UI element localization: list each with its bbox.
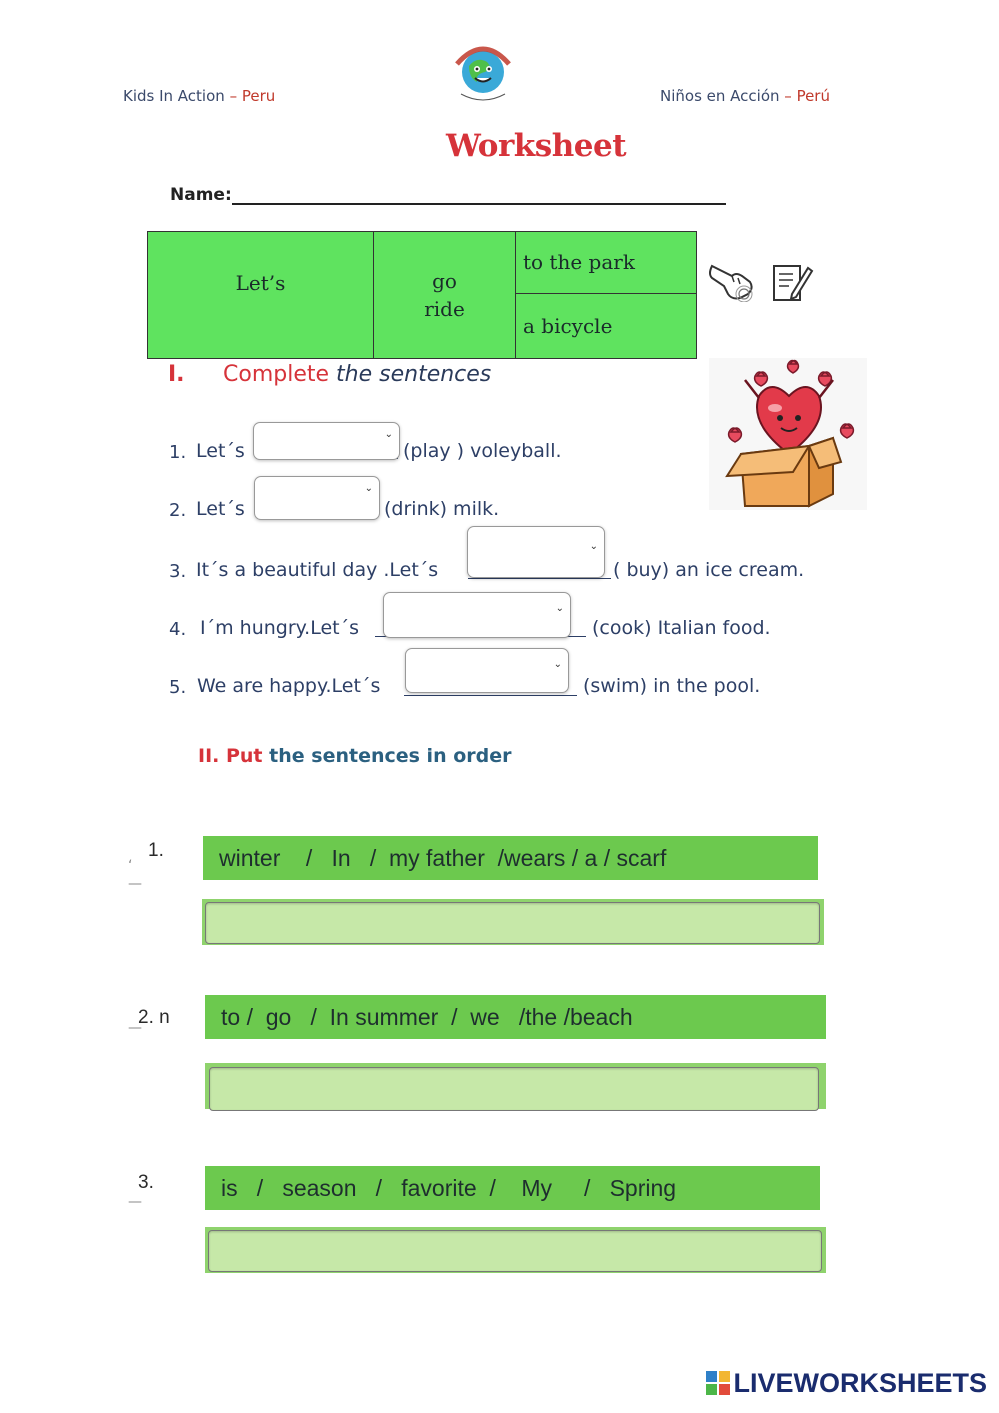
order-item-2-words: to / go / In summer / we /the /beach bbox=[205, 995, 826, 1039]
sentence-1-number: 1. bbox=[169, 442, 187, 463]
sentence-2-after: (drink) milk. bbox=[384, 498, 500, 520]
table-cell-park: to the park bbox=[516, 232, 696, 294]
header-left-text: Kids In Action – Peru bbox=[123, 87, 276, 105]
order-item-1-number: 1. bbox=[148, 840, 164, 861]
footer-text: LIVEWORKSHEETS bbox=[733, 1368, 987, 1398]
sentence-2-before: Let´s bbox=[196, 498, 245, 520]
grammar-table bbox=[147, 231, 697, 359]
chevron-down-icon: ⌄ bbox=[364, 483, 373, 494]
sentence-2-dropdown[interactable] bbox=[254, 476, 380, 520]
order-item-2-answer-input[interactable] bbox=[209, 1067, 819, 1111]
sentence-5-after: (swim) in the pool. bbox=[583, 675, 761, 697]
table-cell-bicycle: a bicycle bbox=[523, 314, 613, 338]
table-cell-verbs bbox=[374, 232, 516, 358]
header-right-text: Niños en Acción – Perú bbox=[660, 87, 830, 105]
order-item-2-number: 2. n bbox=[138, 1007, 170, 1028]
liveworksheets-footer[interactable] bbox=[706, 1368, 987, 1399]
liveworksheets-logo-icon bbox=[706, 1371, 730, 1395]
sentence-4-dropdown[interactable] bbox=[383, 592, 571, 638]
sentence-5-blank-line bbox=[404, 695, 577, 696]
table-verb-ride: ride bbox=[424, 297, 465, 321]
chevron-down-icon: ⌄ bbox=[384, 429, 393, 440]
section1-number: I. bbox=[168, 362, 185, 387]
name-line bbox=[232, 203, 726, 205]
sentence-3-after: ( buy) an ice cream. bbox=[613, 559, 805, 581]
sentence-3-before: It´s a beautiful day .Let´s bbox=[196, 559, 439, 581]
sentence-2-number: 2. bbox=[169, 500, 187, 521]
sentence-4-number: 4. bbox=[169, 619, 187, 640]
sentence-5-number: 5. bbox=[169, 677, 187, 698]
order-item-3-answer-input[interactable] bbox=[208, 1230, 822, 1272]
order-item-1-answer-input[interactable] bbox=[205, 902, 820, 944]
sentence-1-after: (play ) voleyball. bbox=[403, 440, 562, 462]
table-verb-go: go bbox=[432, 269, 457, 293]
sentence-1-before: Let´s bbox=[196, 440, 245, 462]
pointing-hand-icon bbox=[708, 254, 758, 302]
chevron-down-icon: ⌄ bbox=[555, 603, 564, 614]
sentence-5-dropdown[interactable] bbox=[405, 648, 569, 693]
sentence-4-before: I´m hungry.Let´s bbox=[200, 617, 360, 639]
chevron-down-icon: ⌄ bbox=[589, 541, 598, 552]
sentence-4-after: (cook) Italian food. bbox=[592, 617, 771, 639]
section1-title: Complete the sentences bbox=[223, 362, 492, 387]
chevron-down-icon: ⌄ bbox=[553, 659, 562, 670]
sentence-3-blank-line bbox=[468, 578, 611, 579]
margin-mark: ‘ bbox=[128, 858, 133, 874]
sentence-3-number: 3. bbox=[169, 561, 187, 582]
margin-mark: — bbox=[128, 1194, 142, 1210]
heart-in-box-illustration-icon bbox=[709, 358, 867, 510]
table-cell-lets: Let’s bbox=[148, 232, 374, 358]
kids-in-action-logo-icon bbox=[447, 38, 519, 106]
order-item-1-words: winter / In / my father /wears / a / scarf bbox=[203, 836, 818, 880]
page-title: Worksheet bbox=[446, 128, 627, 164]
sentence-3-dropdown[interactable] bbox=[467, 526, 605, 578]
margin-mark: — bbox=[128, 1020, 142, 1036]
margin-mark: — bbox=[128, 876, 142, 892]
order-item-3-words: is / season / favorite / My / Spring bbox=[205, 1166, 820, 1210]
sentence-1-dropdown[interactable] bbox=[253, 422, 400, 460]
order-item-3-number: 3. bbox=[138, 1172, 154, 1193]
name-label: Name: bbox=[170, 185, 232, 205]
pencil-paper-icon bbox=[770, 260, 814, 304]
sentence-5-before: We are happy.Let´s bbox=[197, 675, 381, 697]
section2-title: II. Put the sentences in order bbox=[198, 745, 512, 767]
